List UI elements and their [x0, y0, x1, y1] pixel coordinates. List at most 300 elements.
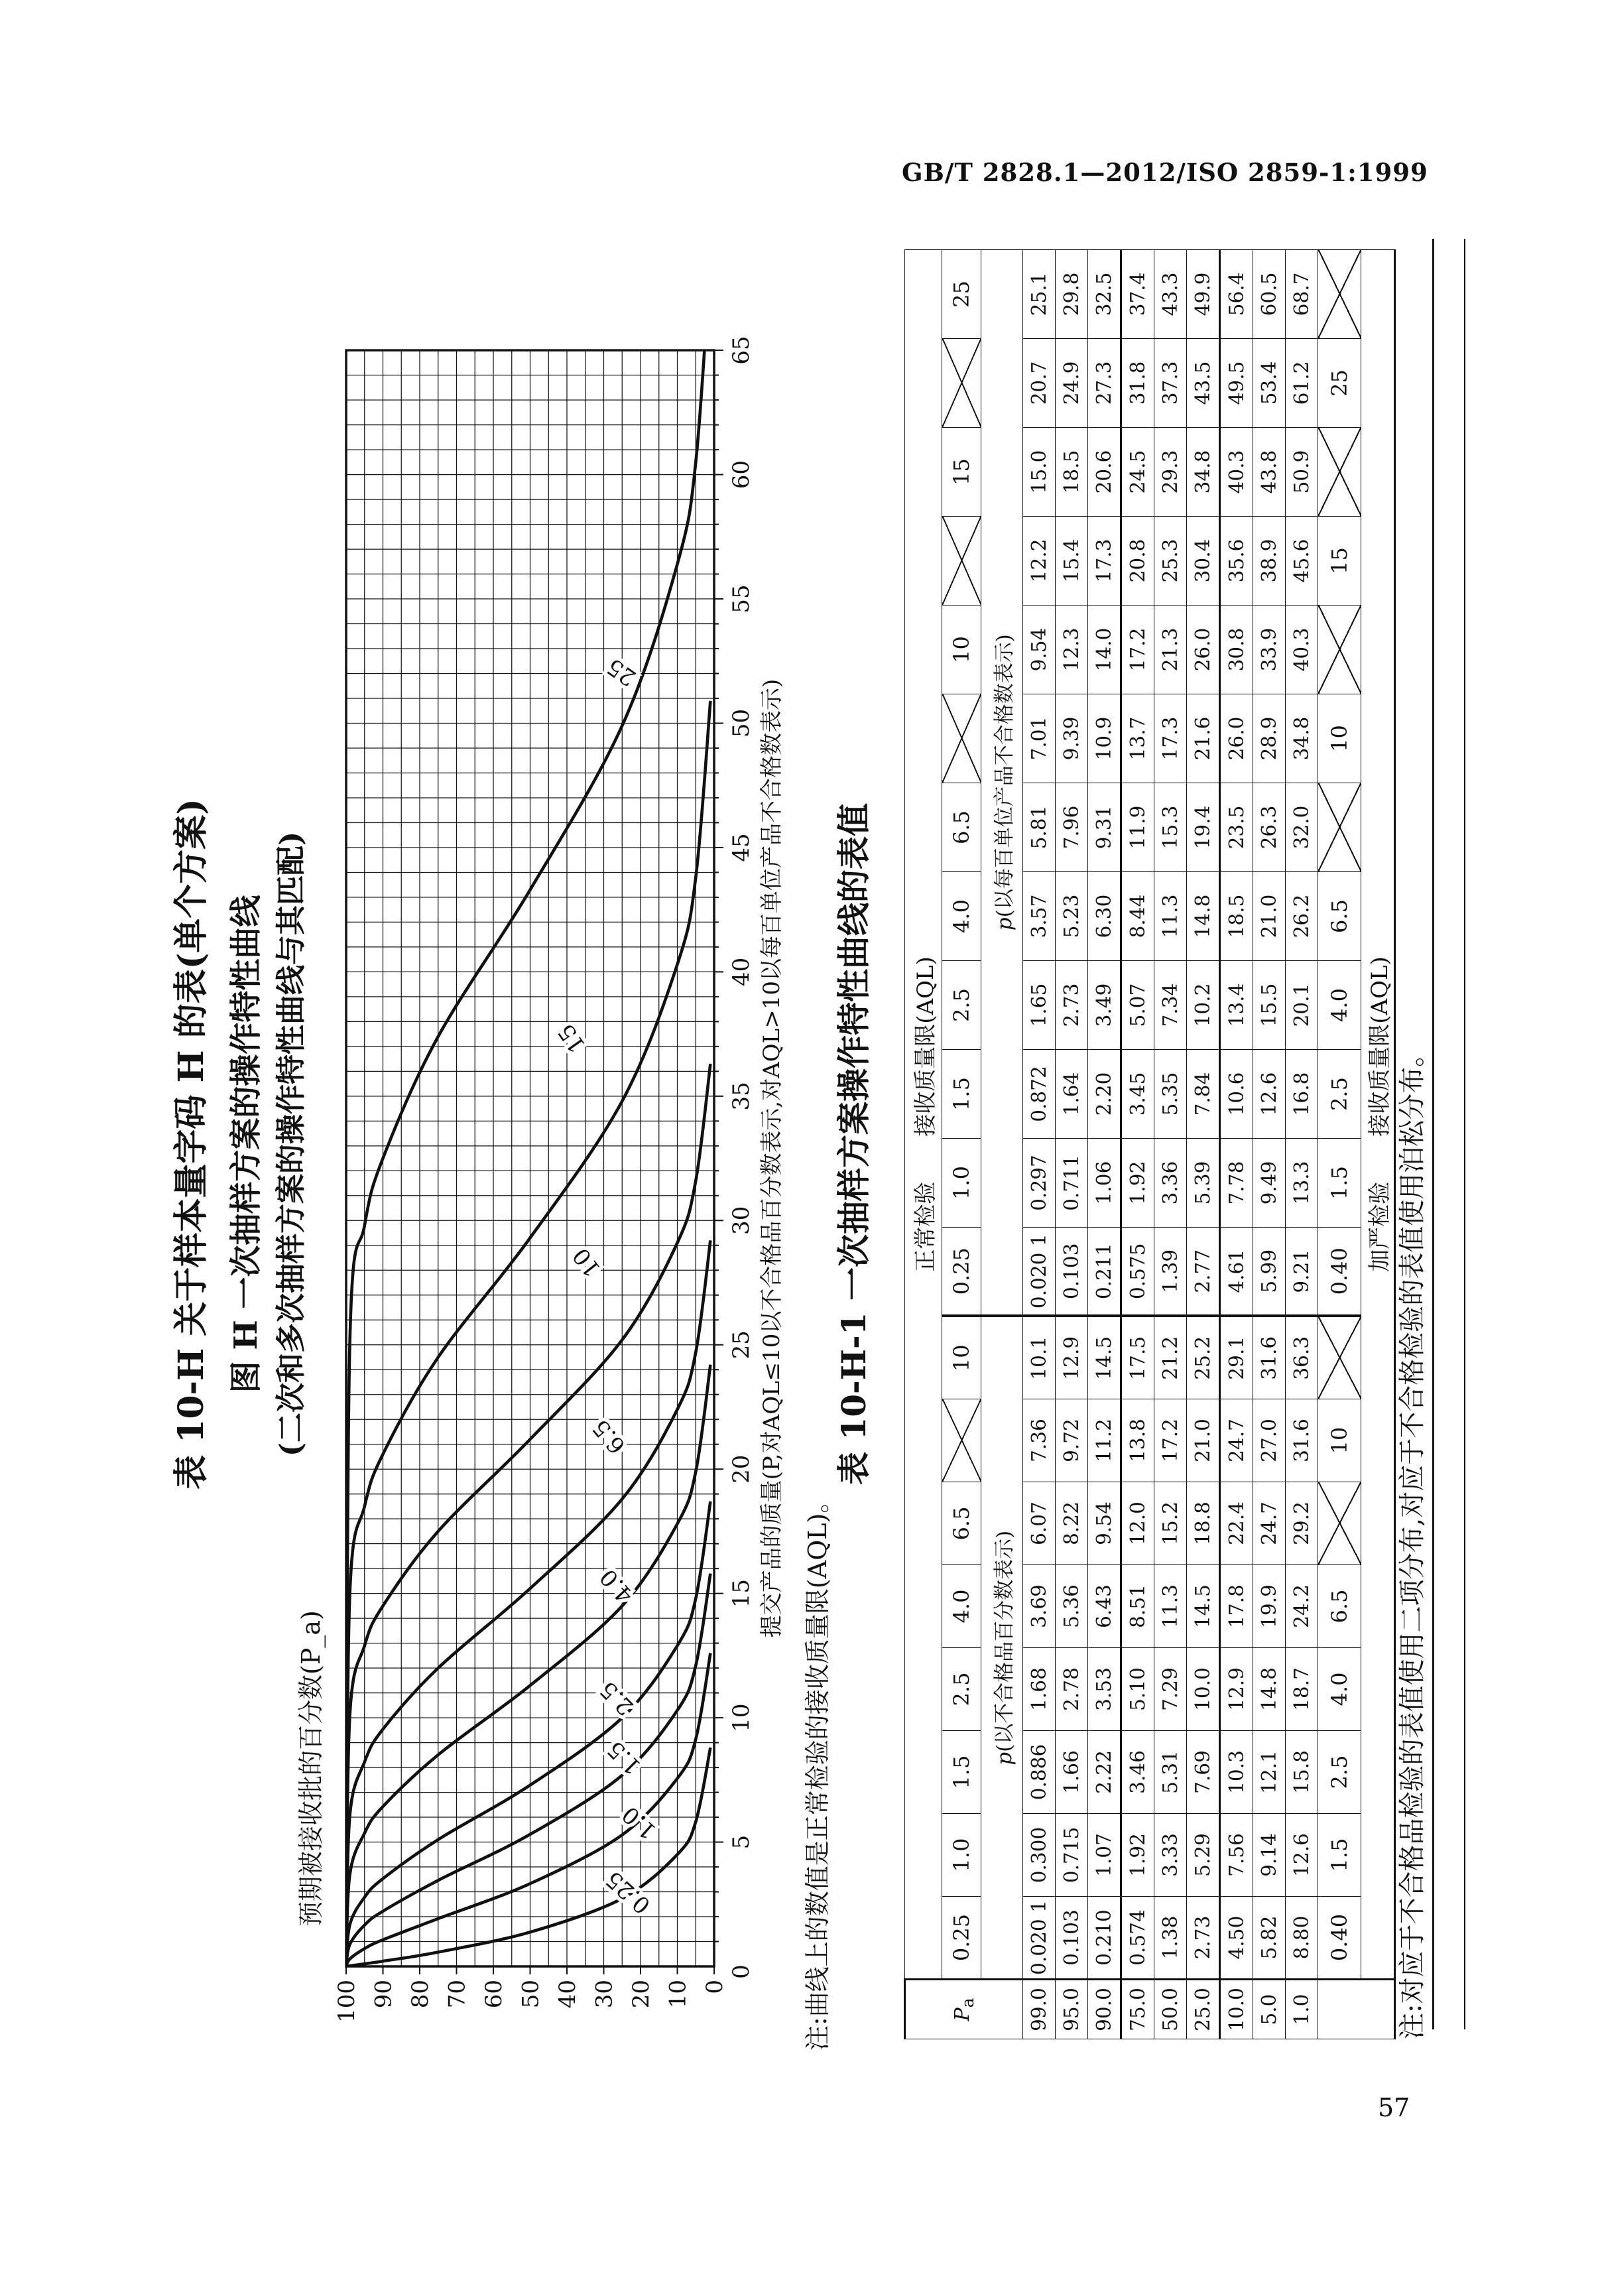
- y-tick-label: 40: [554, 1980, 581, 2009]
- p-value-cell: 0.575: [1121, 1228, 1154, 1316]
- p-value-cell: 0.711: [1056, 1139, 1088, 1228]
- p-value-cell: 5.07: [1121, 961, 1154, 1050]
- p-value-cell: 9.49: [1253, 1139, 1286, 1228]
- aql-label-cell: 2.5: [1318, 1050, 1361, 1139]
- p-value-cell: 3.53: [1088, 1648, 1121, 1731]
- curve-label-2.5: 2.5: [595, 1676, 639, 1720]
- p-value-cell: 17.3: [1088, 517, 1121, 606]
- p-value-cell: 8.51: [1121, 1565, 1154, 1648]
- p-value-cell: 10.6: [1220, 1050, 1253, 1139]
- oc-table-values: [904, 249, 1396, 2039]
- p-value-cell: 12.2: [1023, 517, 1056, 606]
- p-value-cell: 19.4: [1187, 783, 1220, 872]
- p-value-cell: 24.9: [1056, 339, 1088, 428]
- p-value-cell: 0.715: [1056, 1814, 1088, 1897]
- p-value-cell: 5.10: [1121, 1648, 1154, 1731]
- oc-curve-aql-2.5: [346, 1501, 710, 1966]
- y-tick-label: 100: [334, 1980, 360, 2023]
- p-value-cell: 1.38: [1154, 1897, 1187, 1980]
- y-tick-label: 50: [517, 1980, 544, 2009]
- tightened-inspection-header: 加严检验 接收质量限(AQL): [1361, 249, 1395, 1979]
- p-value-cell: 20.1: [1286, 961, 1318, 1050]
- p-value-cell: 14.0: [1088, 606, 1121, 694]
- p-value-cell: 0.574: [1121, 1897, 1154, 1980]
- p-value-cell: 0.210: [1088, 1897, 1121, 1980]
- p-value-cell: 5.99: [1253, 1228, 1286, 1316]
- crossed-cell: [942, 339, 981, 428]
- p-value-cell: 50.9: [1286, 428, 1318, 517]
- standard-number-header: GB/T 2828.1—2012/ISO 2859-1:1999: [902, 158, 1428, 187]
- curve-label-25: 25: [602, 653, 641, 692]
- aql-label-cell: 4.0: [1318, 1648, 1361, 1731]
- y-tick-label: 30: [591, 1980, 618, 2009]
- aql-label-cell: 10: [942, 1316, 981, 1399]
- aql-label-cell: 6.5: [1318, 872, 1361, 961]
- p-value-cell: 25.1: [1023, 249, 1056, 338]
- pa-column-footer: [1318, 1980, 1395, 2039]
- p-value-cell: 14.8: [1253, 1648, 1286, 1731]
- x-tick-label: 50: [728, 708, 755, 738]
- y-tick-label: 0: [702, 1980, 728, 1994]
- chart-note: 注:曲线上的数值是正常检验的接收质量限(AQL)。: [803, 1488, 832, 2051]
- p-value-cell: 1.64: [1056, 1050, 1088, 1139]
- aql-label-cell: 10: [1318, 1399, 1361, 1482]
- p-value-cell: 40.3: [1220, 428, 1253, 517]
- p-value-cell: 12.9: [1056, 1316, 1088, 1399]
- p-value-cell: 17.8: [1220, 1565, 1253, 1648]
- table-10-H-title: 表 10-H 关于样本量字码 H 的表(单个方案): [171, 798, 212, 1490]
- p-value-cell: 14.5: [1088, 1316, 1121, 1399]
- aql-label-cell: 15: [1318, 517, 1361, 606]
- aql-label-cell: 15: [942, 428, 981, 517]
- percent-section-header: p(以不合格品百分数表示): [981, 1316, 1023, 1980]
- p-value-cell: 10.2: [1187, 961, 1220, 1050]
- x-tick-label: 30: [728, 1206, 755, 1235]
- aql-label-cell: 2.5: [942, 1648, 981, 1731]
- p-value-cell: 13.3: [1286, 1139, 1318, 1228]
- crossed-cell: [942, 1399, 981, 1482]
- aql-label-cell: 6.5: [942, 783, 981, 872]
- y-tick-label: 60: [481, 1980, 507, 2009]
- curve-label-1.5: 1.5: [602, 1736, 646, 1780]
- p-value-cell: 49.9: [1187, 249, 1220, 338]
- p-value-cell: 9.72: [1056, 1399, 1088, 1482]
- p-value-cell: 29.1: [1220, 1316, 1253, 1399]
- crossed-cell: [1318, 783, 1361, 872]
- p-value-cell: 8.80: [1286, 1897, 1318, 1980]
- x-tick-label: 35: [728, 1082, 755, 1111]
- p-value-cell: 1.66: [1056, 1731, 1088, 1814]
- p-value-cell: 0.020 1: [1023, 1897, 1056, 1980]
- curve-label-15: 15: [552, 1019, 591, 1058]
- p-value-cell: 9.14: [1253, 1814, 1286, 1897]
- y-tick-label: 80: [407, 1980, 434, 2009]
- p-value-cell: 0.300: [1023, 1814, 1056, 1897]
- p-value-cell: 45.6: [1286, 517, 1318, 606]
- p-value-cell: 15.5: [1253, 961, 1286, 1050]
- p-value-cell: 1.06: [1088, 1139, 1121, 1228]
- pa-value-cell: 50.0: [1154, 1980, 1187, 2039]
- pa-value-cell: 1.0: [1286, 1980, 1318, 2039]
- p-value-cell: 21.3: [1154, 606, 1187, 694]
- p-value-cell: 10.0: [1187, 1648, 1220, 1731]
- p-value-cell: 23.5: [1220, 783, 1253, 872]
- table-row: [1056, 249, 1088, 2039]
- p-value-cell: 0.103: [1056, 1228, 1088, 1316]
- aql-label-cell: 2.5: [1318, 1731, 1361, 1814]
- p-value-cell: 9.21: [1286, 1228, 1318, 1316]
- p-value-cell: 18.7: [1286, 1648, 1318, 1731]
- p-value-cell: 18.8: [1187, 1482, 1220, 1565]
- aql-label-cell: 1.5: [942, 1050, 981, 1139]
- curve-label-6.5: 6.5: [587, 1414, 631, 1459]
- aql-label-cell: 2.5: [942, 961, 981, 1050]
- y-tick-label: 90: [370, 1980, 397, 2009]
- table-10-H-1-title: 表 10-H-1 一次抽样方案操作特性曲线的表值: [834, 803, 873, 1485]
- p-value-cell: 7.69: [1187, 1731, 1220, 1814]
- pa-value-cell: 99.0: [1023, 1980, 1056, 2039]
- p-value-cell: 34.8: [1286, 694, 1318, 783]
- aql-label-cell: 0.25: [942, 1228, 981, 1316]
- crossed-cell: [1318, 1482, 1361, 1565]
- p-value-cell: 1.39: [1154, 1228, 1187, 1316]
- p-value-cell: 25.3: [1154, 517, 1187, 606]
- p-value-cell: 36.3: [1286, 1316, 1318, 1399]
- crossed-cell: [942, 694, 981, 783]
- pa-value-cell: 90.0: [1088, 1980, 1121, 2039]
- p-value-cell: 1.07: [1088, 1814, 1121, 1897]
- pa-value-cell: 25.0: [1187, 1980, 1220, 2039]
- x-tick-label: 40: [728, 957, 755, 987]
- pa-value-cell: 10.0: [1220, 1980, 1253, 2039]
- oc-curves: [346, 259, 710, 1966]
- p-value-cell: 2.73: [1187, 1897, 1220, 1980]
- aql-label-cell: 0.25: [942, 1897, 981, 1980]
- p-value-cell: 2.73: [1056, 961, 1088, 1050]
- aql-label-cell: 0.40: [1318, 1897, 1361, 1980]
- p-value-cell: 2.78: [1056, 1648, 1088, 1731]
- p-value-cell: 15.3: [1154, 783, 1187, 872]
- p-value-cell: 26.2: [1286, 872, 1318, 961]
- p-value-cell: 10.3: [1220, 1731, 1253, 1814]
- figure-H-subtitle: (二次和多次抽样方案的操作特性曲线与其匹配): [273, 831, 308, 1457]
- p-value-cell: 24.2: [1286, 1565, 1318, 1648]
- grid: [346, 350, 714, 1966]
- p-value-cell: 43.5: [1187, 339, 1220, 428]
- p-value-cell: 16.8: [1286, 1050, 1318, 1139]
- crossed-cell: [942, 517, 981, 606]
- p-value-cell: 3.46: [1121, 1731, 1154, 1814]
- p-value-cell: 17.2: [1121, 606, 1154, 694]
- table-row: [1187, 249, 1220, 2039]
- p-value-cell: 60.5: [1253, 249, 1286, 338]
- pa-value-cell: 5.0: [1253, 1980, 1286, 2039]
- p-value-cell: 2.77: [1187, 1228, 1220, 1316]
- x-tick-label: 25: [728, 1330, 755, 1360]
- table-note: 注:对应于不合格品检验的表值使用二项分布,对应于不合格检验的表值使用泊松分布。: [1397, 1040, 1428, 2039]
- p-value-cell: 18.5: [1056, 428, 1088, 517]
- x-tick-label: 0: [728, 1964, 755, 1979]
- figure-H-title: 图 H 一次抽样方案的操作特性曲线: [227, 895, 265, 1393]
- p-value-cell: 11.3: [1154, 1565, 1187, 1648]
- aql-label-cell: 0.40: [1318, 1228, 1361, 1316]
- p-value-cell: 53.4: [1253, 339, 1286, 428]
- table-row: [1088, 249, 1121, 2039]
- aql-label-cell: 1.5: [1318, 1139, 1361, 1228]
- p-value-cell: 17.3: [1154, 694, 1187, 783]
- p-value-cell: 5.29: [1187, 1814, 1220, 1897]
- p-value-cell: 8.44: [1121, 872, 1154, 961]
- x-tick-label: 65: [728, 336, 755, 365]
- p-value-cell: 32.5: [1088, 249, 1121, 338]
- p-value-cell: 15.4: [1056, 517, 1088, 606]
- pa-value-cell: 95.0: [1056, 1980, 1088, 2039]
- p-value-cell: 12.6: [1253, 1050, 1286, 1139]
- crossed-cell: [1318, 1316, 1361, 1399]
- aql-label-cell: 10: [942, 606, 981, 694]
- p-value-cell: 37.3: [1154, 339, 1187, 428]
- aql-label-cell: 6.5: [942, 1482, 981, 1565]
- p-value-cell: 12.3: [1056, 606, 1088, 694]
- y-axis-label: 预期被接收批的百分数(P_a): [296, 1610, 326, 1927]
- oc-curves-chart: [288, 259, 832, 2063]
- p-value-cell: 31.8: [1121, 339, 1154, 428]
- p-value-cell: 10.1: [1023, 1316, 1056, 1399]
- p-value-cell: 43.8: [1253, 428, 1286, 517]
- p-value-cell: 24.7: [1253, 1482, 1286, 1565]
- table-row: [1253, 249, 1286, 2039]
- y-tick-label: 10: [664, 1980, 692, 2009]
- pa-value-cell: 75.0: [1121, 1980, 1154, 2039]
- crossed-cell: [1318, 606, 1361, 694]
- p-value-cell: 34.8: [1187, 428, 1220, 517]
- p-value-cell: 2.22: [1088, 1731, 1121, 1814]
- p-value-cell: 7.56: [1220, 1814, 1253, 1897]
- p-value-cell: 6.30: [1088, 872, 1121, 961]
- p-value-cell: 1.68: [1023, 1648, 1056, 1731]
- p-value-cell: 29.3: [1154, 428, 1187, 517]
- p-value-cell: 30.4: [1187, 517, 1220, 606]
- bottom-rule-1: [1432, 239, 1434, 2029]
- normal-inspection-header: 正常检验 接收质量限(AQL): [905, 249, 942, 1979]
- p-value-cell: 26.3: [1253, 783, 1286, 872]
- p-value-cell: 6.43: [1088, 1565, 1121, 1648]
- p-value-cell: 3.36: [1154, 1139, 1187, 1228]
- aql-label-cell: 1.0: [942, 1139, 981, 1228]
- p-value-cell: 4.50: [1220, 1897, 1253, 1980]
- p-value-cell: 1.92: [1121, 1139, 1154, 1228]
- p-value-cell: 33.9: [1253, 606, 1286, 694]
- oc-curve-aql-6.5: [346, 1240, 710, 1966]
- p-value-cell: 7.01: [1023, 694, 1056, 783]
- p-value-cell: 9.39: [1056, 694, 1088, 783]
- p-value-cell: 4.61: [1220, 1228, 1253, 1316]
- table-row: [1220, 249, 1253, 2039]
- p-value-cell: 0.297: [1023, 1139, 1056, 1228]
- p-value-cell: 0.886: [1023, 1731, 1056, 1814]
- p-value-cell: 0.872: [1023, 1050, 1056, 1139]
- p-value-cell: 30.8: [1220, 606, 1253, 694]
- p-value-cell: 9.54: [1023, 606, 1056, 694]
- curve-label-1.0: 1.0: [617, 1801, 662, 1845]
- oc-curve-aql-25: [346, 259, 710, 1966]
- bottom-rule-2: [1464, 239, 1465, 2029]
- p-value-cell: 31.6: [1253, 1316, 1286, 1399]
- p-value-cell: 15.0: [1023, 428, 1056, 517]
- p-value-cell: 35.6: [1220, 517, 1253, 606]
- p-value-cell: 13.4: [1220, 961, 1253, 1050]
- y-tick-label: 20: [628, 1980, 654, 2009]
- p-value-cell: 29.8: [1056, 249, 1088, 338]
- p-value-cell: 12.0: [1121, 1482, 1154, 1565]
- p-value-cell: 17.5: [1121, 1316, 1154, 1399]
- p-value-cell: 12.6: [1286, 1814, 1318, 1897]
- aql-label-cell: 1.0: [942, 1814, 981, 1897]
- p-value-cell: 3.33: [1154, 1814, 1187, 1897]
- p-value-cell: 6.07: [1023, 1482, 1056, 1565]
- oc-curve-aql-1.0: [346, 1653, 710, 1966]
- aql-label-cell: 25: [942, 249, 981, 338]
- p-value-cell: 49.5: [1220, 339, 1253, 428]
- p-value-cell: 29.2: [1286, 1482, 1318, 1565]
- p-value-cell: 7.34: [1154, 961, 1187, 1050]
- x-tick-label: 20: [728, 1454, 755, 1484]
- p-value-cell: 1.92: [1121, 1814, 1154, 1897]
- p-value-cell: 12.9: [1220, 1648, 1253, 1731]
- p-value-cell: 32.0: [1286, 783, 1318, 872]
- p-value-cell: 56.4: [1220, 249, 1253, 338]
- x-tick-label: 15: [728, 1579, 755, 1608]
- p-value-cell: 28.9: [1253, 694, 1286, 783]
- p-value-cell: 26.0: [1187, 606, 1220, 694]
- p-value-cell: 0.103: [1056, 1897, 1088, 1980]
- aql-label-cell: 10: [1318, 694, 1361, 783]
- x-tick-label: 60: [728, 460, 755, 489]
- aql-label-cell: 1.5: [1318, 1814, 1361, 1897]
- p-value-cell: 0.020 1: [1023, 1228, 1056, 1316]
- tick-labels: [334, 336, 755, 2023]
- table-row: [1023, 249, 1056, 2039]
- p-value-cell: 40.3: [1286, 606, 1318, 694]
- p-value-cell: 3.45: [1121, 1050, 1154, 1139]
- pa-column-header: $P_a$: [905, 1980, 1023, 2039]
- p-value-cell: 38.9: [1253, 517, 1286, 606]
- p-value-cell: 12.1: [1253, 1731, 1286, 1814]
- x-tick-label: 10: [728, 1703, 755, 1732]
- p-value-cell: 61.2: [1286, 339, 1318, 428]
- p-value-cell: 5.23: [1056, 872, 1088, 961]
- p-value-cell: 14.5: [1187, 1565, 1220, 1648]
- rotated-content: [159, 159, 1469, 2129]
- p-value-cell: 7.36: [1023, 1399, 1056, 1482]
- aql-label-cell: 1.5: [942, 1731, 981, 1814]
- p-value-cell: 5.36: [1056, 1565, 1088, 1648]
- aql-label-cell: 6.5: [1318, 1565, 1361, 1648]
- table-row: [1121, 249, 1154, 2039]
- p-value-cell: 26.0: [1220, 694, 1253, 783]
- oc-curve-aql-1.5: [346, 1574, 710, 1966]
- x-tick-label: 5: [728, 1834, 755, 1850]
- p-value-cell: 10.9: [1088, 694, 1121, 783]
- p-value-cell: 11.3: [1154, 872, 1187, 961]
- p-value-cell: 68.7: [1286, 249, 1318, 338]
- p-value-cell: 24.5: [1121, 428, 1154, 517]
- p-value-cell: 5.35: [1154, 1050, 1187, 1139]
- p-value-cell: 20.8: [1121, 517, 1154, 606]
- p-value-cell: 37.4: [1121, 249, 1154, 338]
- p-value-cell: 14.8: [1187, 872, 1220, 961]
- p-value-cell: 7.78: [1220, 1139, 1253, 1228]
- p-value-cell: 5.39: [1187, 1139, 1220, 1228]
- aql-label-cell: 4.0: [1318, 961, 1361, 1050]
- p-value-cell: 21.2: [1154, 1316, 1187, 1399]
- p-value-cell: 21.0: [1187, 1399, 1220, 1482]
- p-value-cell: 43.3: [1154, 249, 1187, 338]
- per100-section-header: p(以每百单位产品不合格数表示): [981, 249, 1023, 1316]
- p-value-cell: 19.9: [1253, 1565, 1286, 1648]
- p-value-cell: 11.2: [1088, 1399, 1121, 1482]
- p-value-cell: 5.81: [1023, 783, 1056, 872]
- p-value-cell: 9.31: [1088, 783, 1121, 872]
- p-value-cell: 15.2: [1154, 1482, 1187, 1565]
- x-tick-label: 45: [728, 833, 755, 862]
- p-value-cell: 20.7: [1023, 339, 1056, 428]
- crossed-cell: [1318, 428, 1361, 517]
- p-value-cell: 0.211: [1088, 1228, 1121, 1316]
- crossed-cell: [1318, 249, 1361, 338]
- p-value-cell: 7.84: [1187, 1050, 1220, 1139]
- p-value-cell: 15.8: [1286, 1731, 1318, 1814]
- curve-label-4.0: 4.0: [595, 1563, 639, 1608]
- p-value-cell: 13.8: [1121, 1399, 1154, 1482]
- axis-ticks: [346, 350, 723, 1974]
- y-tick-label: 70: [444, 1980, 471, 2009]
- page-number: 57: [1378, 2093, 1410, 2122]
- p-value-cell: 17.2: [1154, 1399, 1187, 1482]
- p-value-cell: 9.54: [1088, 1482, 1121, 1565]
- p-value-cell: 3.49: [1088, 961, 1121, 1050]
- table-row: [1154, 249, 1187, 2039]
- p-value-cell: 5.31: [1154, 1731, 1187, 1814]
- p-value-cell: 21.6: [1187, 694, 1220, 783]
- x-axis-label: 提交产品的质量(P,对AQL≤10以不合格品百分数表示,对AQL>10以每百单位产品不合格数表示): [759, 678, 785, 1638]
- p-value-cell: 21.0: [1253, 872, 1286, 961]
- table-row: [1286, 249, 1318, 2039]
- p-value-cell: 18.5: [1220, 872, 1253, 961]
- p-value-cell: 22.4: [1220, 1482, 1253, 1565]
- p-value-cell: 3.57: [1023, 872, 1056, 961]
- p-value-cell: 7.29: [1154, 1648, 1187, 1731]
- aql-label-cell: 4.0: [942, 1565, 981, 1648]
- p-value-cell: 7.96: [1056, 783, 1088, 872]
- p-value-cell: 13.7: [1121, 694, 1154, 783]
- p-value-cell: 27.3: [1088, 339, 1121, 428]
- curve-label-0.25: 0.25: [601, 1866, 656, 1919]
- p-value-cell: 2.20: [1088, 1050, 1121, 1139]
- aql-label-cell: 25: [1318, 339, 1361, 428]
- x-tick-label: 55: [728, 584, 755, 613]
- p-value-cell: 24.7: [1220, 1399, 1253, 1482]
- p-value-cell: 25.2: [1187, 1316, 1220, 1399]
- curve-label-10: 10: [568, 1242, 607, 1282]
- p-value-cell: 3.69: [1023, 1565, 1056, 1648]
- p-value-cell: 31.6: [1286, 1399, 1318, 1482]
- aql-label-cell: 4.0: [942, 872, 981, 961]
- p-value-cell: 11.9: [1121, 783, 1154, 872]
- p-value-cell: 27.0: [1253, 1399, 1286, 1482]
- p-value-cell: 8.22: [1056, 1482, 1088, 1565]
- p-value-cell: 20.6: [1088, 428, 1121, 517]
